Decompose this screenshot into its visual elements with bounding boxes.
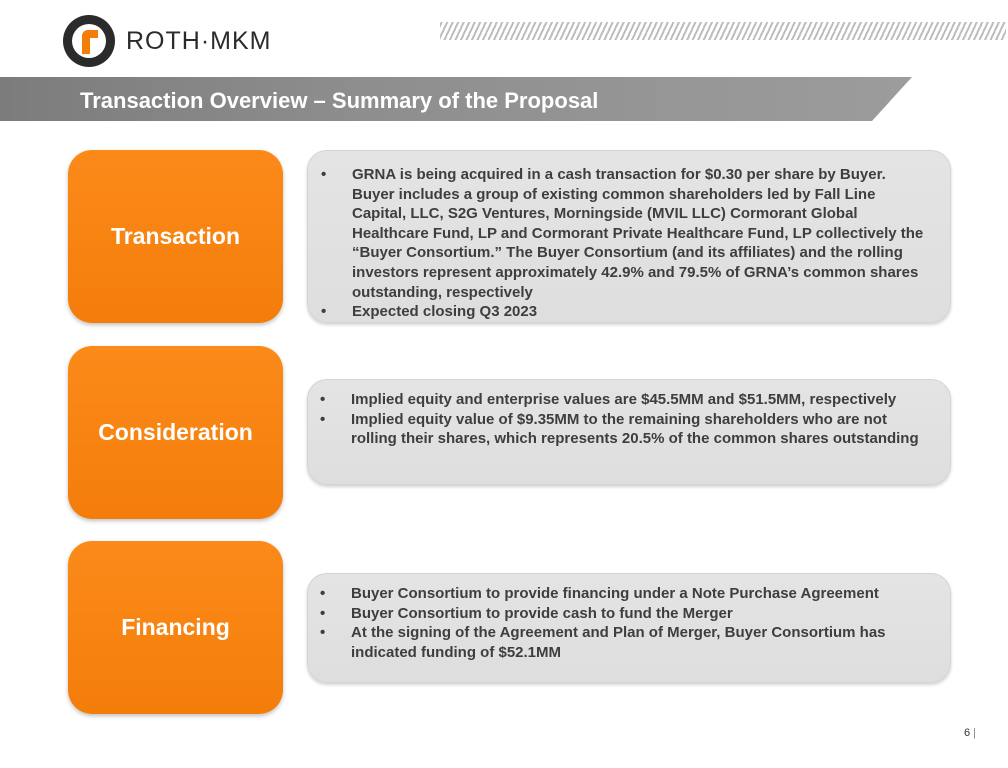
bullet-icon: • [320, 624, 326, 642]
bullet-icon: • [321, 303, 327, 321]
bullet-list [308, 165, 950, 322]
section-label: Transaction [110, 223, 241, 249]
bullet-text: Expected closing Q3 2023 [352, 303, 538, 321]
list-item [308, 302, 950, 322]
page-separator: | [973, 727, 976, 739]
bullet-list [308, 390, 950, 449]
bullet-text: Buyer Consortium to provide financing under a Note Purchase Agreement [351, 585, 879, 602]
section-label-box-transaction [68, 150, 283, 323]
bullet-icon: • [321, 166, 327, 183]
list-item [308, 623, 950, 662]
bullet-icon: • [320, 410, 326, 428]
section-panel-financing [307, 573, 951, 683]
list-item [308, 604, 950, 624]
list-item [308, 584, 950, 604]
bullet-text: Implied equity and enterprise values are $45.5MM and $51.5MM, respectively [351, 391, 897, 408]
page-title: Transaction Overview – Summary of the Proposal [80, 88, 599, 113]
section-label-box-financing [68, 541, 283, 714]
bullet-text: GRNA is being acquired in a cash transaction for $0.30 per share by Buyer. Buyer includes a group of existing common shareholders led by Fall Line Capital, LLC, S2G Ventures, Morningside (MVIL LLC) Cormorant Global Healthcare Fund, LP and Cormorant Private Healthcare Fund, LP collectively the “Buyer Consortium.” The Buyer Consortium (and its affiliates) and the rolling investors represent approximately 42.9% and 79.5% of GRNA’s common shares outstanding, respectively [352, 166, 924, 301]
section-panel-transaction [307, 150, 951, 323]
page-number-value: 6 [964, 727, 971, 739]
roth-mkm-logo [62, 14, 271, 68]
decorative-hatch-strip [440, 22, 1006, 40]
list-item [308, 165, 950, 302]
section-label-box-consideration [68, 346, 283, 519]
page-number [964, 727, 976, 739]
bullet-text: Implied equity value of $9.35MM to the remaining shareholders who are not rolling their shares, which represents 20.5% of the common shares outstanding [351, 410, 919, 448]
bullet-icon: • [320, 585, 326, 602]
bullet-icon: • [320, 391, 326, 408]
brand-name: ROTH·MKM [126, 26, 272, 55]
bullet-icon: • [320, 604, 326, 622]
section-label: Consideration [98, 419, 253, 445]
bullet-list [308, 584, 950, 662]
roth-logo-icon [62, 14, 116, 68]
list-item [308, 390, 950, 410]
list-item [308, 410, 950, 449]
section-label: Financing [121, 614, 230, 640]
bullet-text: At the signing of the Agreement and Plan of Merger, Buyer Consortium has indicated funding of $52.1MM [351, 624, 886, 661]
bullet-text: Buyer Consortium to provide cash to fund the Merger [351, 604, 733, 622]
section-panel-consideration [307, 379, 951, 485]
